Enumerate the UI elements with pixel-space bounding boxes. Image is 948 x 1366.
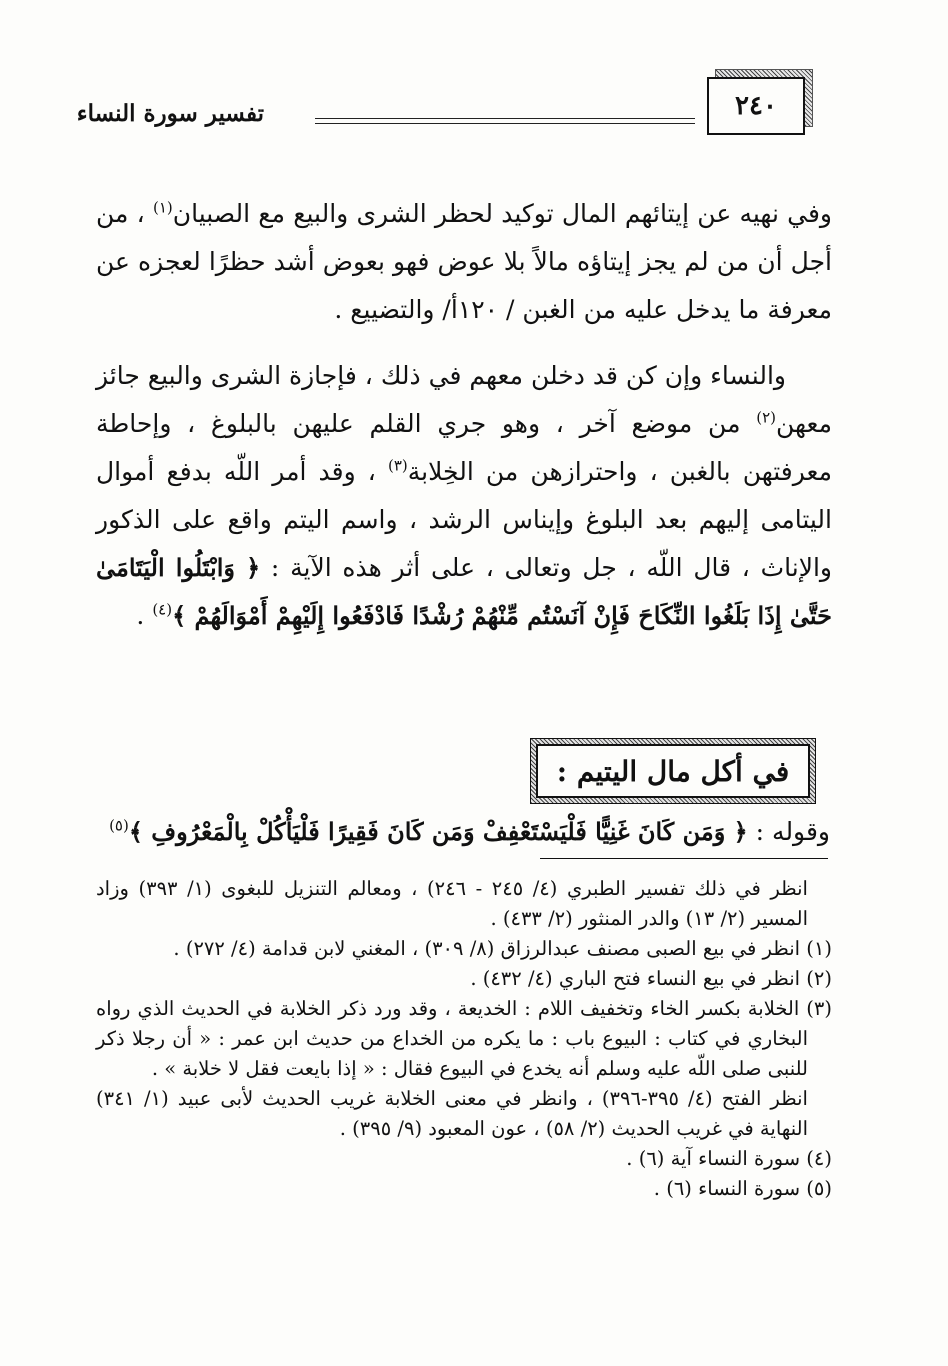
paragraph-2-text-b: من موضع آخر ، وهو جري القلم عليهن بالبلوغ ، وإحاطة معرفتهن بالغبن ، واحترازهن من الخِلابة [96, 409, 833, 486]
running-title: تفسير سورة النساء [76, 100, 264, 127]
footnote-ref-5[interactable]: (٥) [109, 816, 129, 835]
quran-verse-2: ﴿ وَمَن كَانَ غَنِيًّا فَلْيَسْتَعْفِفْ وَمَن كَانَ فَقِيرًا فَلْيَأْكُلْ بِالْمَعْرُوفِ ﴾ [128, 817, 748, 846]
section-heading-box [530, 738, 816, 804]
body-text [96, 190, 832, 640]
footnote-ref-4[interactable]: (٤) [152, 600, 173, 619]
footnote-1: (١) انظر في بيع الصبى مصنف عبدالرزاق (٨/ ٣٠٩) ، المغني لابن قدامة (٤/ ٢٧٢) . [173, 937, 832, 960]
header-rule [315, 118, 695, 124]
quote-line [96, 808, 830, 856]
quote-lead: وقوله : [747, 817, 830, 846]
paragraph-2-text-d: . [136, 601, 153, 630]
quran-verse-1: ﴿ وَابْتَلُوا الْيَتَامَىٰ حَتَّىٰ إِذَا بَلَغُوا النِّكَاحَ فَإِنْ آنَسْتُم مِّنْهُمْ رُشْدًا فَادْفَعُوا إِلَيْهِمْ أَمْوَالَهُمْ ﴾ [96, 553, 832, 630]
footnote-ref-1[interactable]: (١) [152, 198, 173, 217]
paragraph-1-text-a: وفي نهيه عن إيتائهم المال توكيد لحظر الشرى والبيع مع الصبيان [172, 199, 832, 228]
page-number-box [707, 77, 805, 135]
paragraph-2-text-a: والنساء وإن كن قد دخلن معهم في ذلك ، فإجازة الشرى والبيع جائز معهن [96, 361, 832, 438]
footnote-rule [540, 858, 828, 859]
footnote-ref-2[interactable]: (٢) [756, 408, 776, 427]
footnote-3: (٣) الخلابة بكسر الخاء وتخفيف اللام : الخديعة ، وقد ورد ذكر الخلابة في الحديث الذي رواه البخاري في كتاب : البيوع باب : ما يكره من الخداع من حديث ابن عمر : « أن رجلا ذكر للنبى صلى اللّه عليه وسلم أنه يخدع في البيوع فقال : « إذا بايعت فقل لا خلابة » . [96, 997, 832, 1080]
paragraph-2 [96, 352, 832, 640]
footnote-4: (٤) سورة النساء آية (٦) . [626, 1147, 832, 1170]
paragraph-1-text-b: ، من أجل أن من لم يجز إيتاؤه مالاً بلا عوض فهو بعوض أشد حظرًا لعجزه عن معرفة ما يدخل عليه من الغبن / ١٢٠أ/ والتضييع . [96, 199, 832, 324]
footnote-intro: انظر في ذلك تفسير الطبري (٤/ ٢٤٥ - ٢٤٦) ، ومعالم التنزيل للبغوى (١/ ٣٩٣) وزاد المسير (٢/ ١٣) والدر المنثور (٢/ ٤٣٣) . [96, 877, 808, 930]
paragraph-2-text-c: ، وقد أمر اللّه بدفع أموال اليتامى إليهم بعد البلوغ وإيناس الرشد ، واسم اليتم واقع على الذكور والإناث ، قال اللّه ، جل وتعالى ، على أثر هذه الآية : [96, 457, 832, 582]
paragraph-1 [96, 190, 832, 334]
page-number: ٢٤٠ [707, 77, 805, 135]
footnote-3-continued: انظر الفتح (٤/ ٣٩٥-٣٩٦) ، وانظر في معنى الخلابة غريب الحديث لأبى عبيد (١/ ٣٤١) النهاية في غريب الحديث (٢/ ٥٨) ، عون المعبود (٩/ ٣٩٥) . [96, 1087, 808, 1140]
footnote-ref-3[interactable]: (٣) [388, 456, 408, 475]
footnotes [96, 874, 832, 1204]
section-heading: في أكل مال اليتيم : [536, 744, 810, 798]
footnote-2: (٢) انظر في بيع النساء فتح الباري (٤/ ٤٣٢) . [470, 967, 832, 990]
footnote-5: (٥) سورة النساء (٦) . [653, 1177, 832, 1200]
